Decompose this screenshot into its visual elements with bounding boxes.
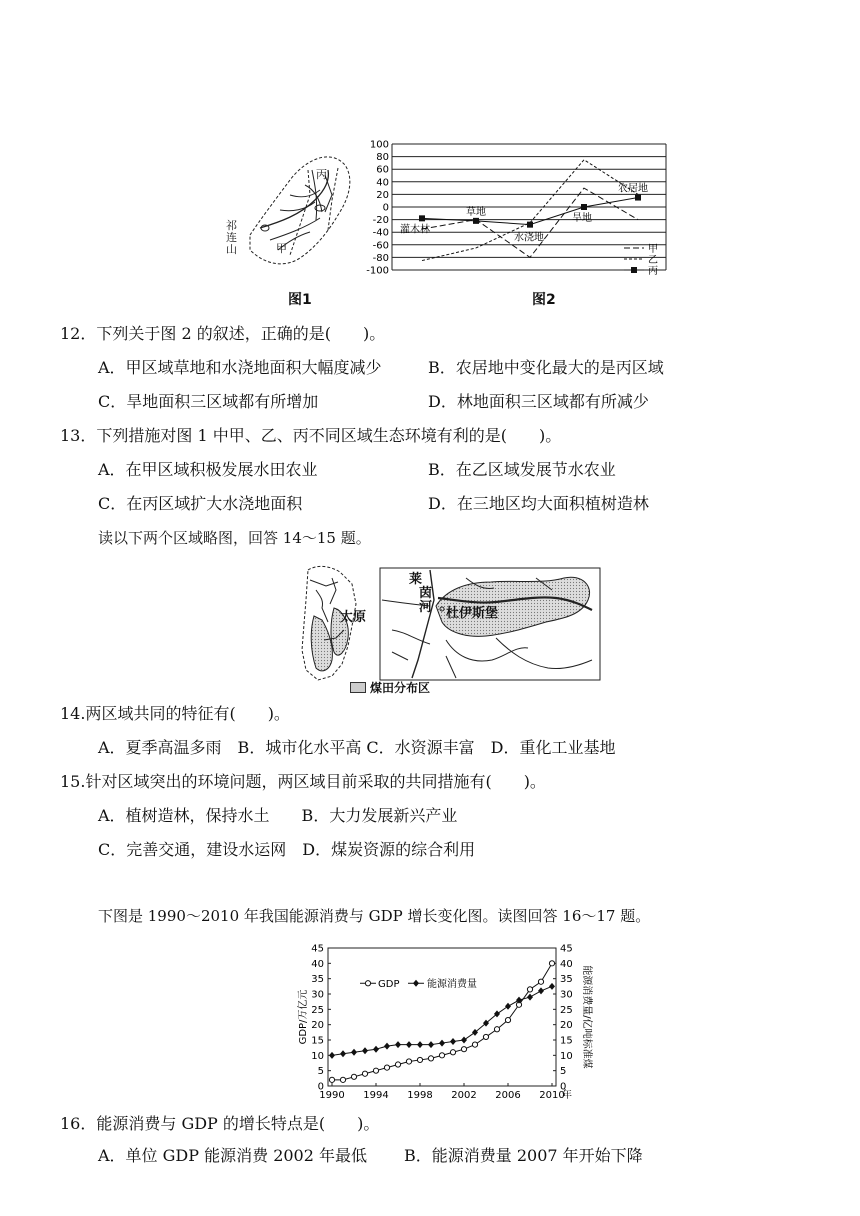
q13-option-d[interactable]: D．在三地区均大面积植树造林: [428, 494, 649, 513]
y-tick-label-left: 10: [311, 1050, 324, 1062]
map-label-he: 河: [419, 600, 433, 615]
q16-option-a[interactable]: A．单位 GDP 能源消费 2002 年最低: [98, 1146, 367, 1165]
energy-point: [406, 1041, 412, 1048]
figure-2-caption: 图2: [532, 292, 556, 308]
legend-label: 甲: [648, 244, 658, 255]
q16-option-b[interactable]: B．能源消费量 2007 年开始下降: [404, 1146, 643, 1165]
y-tick-label-right: 20: [560, 1020, 573, 1032]
q13-stem: 13．下列措施对图 1 中甲、乙、丙不同区域生态环境有利的是( )。: [60, 426, 562, 445]
energy-point: [450, 1038, 456, 1045]
y-tick-label-left: 15: [311, 1035, 324, 1047]
energy-point: [538, 987, 544, 994]
map-label-lai: 莱: [409, 572, 423, 587]
y-tick-label: 60: [376, 164, 389, 176]
y-tick-label: -40: [372, 227, 389, 239]
q15-options-cd[interactable]: C．完善交通，建设水运网 D．煤炭资源的综合利用: [98, 840, 476, 859]
energy-point: [494, 1010, 500, 1017]
energy-point: [505, 1003, 511, 1010]
gdp-point: [494, 1027, 499, 1032]
y-tick-label-left: 40: [311, 958, 324, 970]
gdp-point: [439, 1053, 444, 1058]
y-tick-label-left: 45: [311, 943, 324, 955]
q12-option-a[interactable]: A．甲区域草地和水浇地面积大幅度减少: [98, 358, 382, 377]
map-label-huang: 茵: [419, 586, 433, 601]
q13-option-a[interactable]: A．在甲区域积极发展水田农业: [98, 460, 318, 479]
gdp-point: [483, 1034, 488, 1039]
energy-point: [362, 1047, 368, 1054]
q12-option-b[interactable]: B．农居地中变化最大的是丙区域: [428, 358, 664, 377]
gdp-point: [549, 961, 554, 966]
gdp-point: [384, 1065, 389, 1070]
figure-1-caption: 图1: [288, 292, 312, 308]
legend-label: 煤田分布区: [370, 681, 431, 695]
y-tick-label: -80: [372, 252, 389, 264]
intro-14-15: 读以下两个区域略图，回答 14～15 题。: [98, 529, 371, 547]
energy-point: [439, 1040, 445, 1047]
x-tick-label: 2002: [451, 1090, 477, 1100]
energy-point: [395, 1041, 401, 1048]
y-tick-label-right: 40: [560, 958, 573, 970]
y-tick-label-right: 30: [560, 989, 573, 1001]
energy-point: [483, 1020, 489, 1027]
gdp-point: [505, 1017, 510, 1022]
qilian-label: [226, 220, 238, 256]
x-unit-label: 年: [562, 1090, 572, 1100]
gdp-point: [417, 1057, 422, 1062]
data-point: [419, 215, 425, 221]
q16-stem: 16．能源消费与 GDP 的增长特点是( )。: [60, 1114, 380, 1133]
y-tick-label: 80: [376, 152, 389, 164]
gdp-point: [428, 1056, 433, 1061]
energy-point: [351, 1049, 357, 1056]
y-tick-label-right: 0: [560, 1081, 567, 1093]
data-point: [473, 218, 479, 224]
y-tick-label: -100: [366, 265, 389, 277]
q12-option-c[interactable]: C．旱地面积三区域都有所增加: [98, 392, 319, 411]
qilian-char-1: 祁: [226, 219, 237, 232]
q12-stem: 12．下列关于图 2 的叙述，正确的是( )。: [60, 324, 386, 343]
gdp-point: [461, 1047, 466, 1052]
x-tick-label: 1994: [363, 1090, 389, 1100]
energy-point: [384, 1043, 390, 1050]
y-axis-title-right: 能源消费量/亿吨标准煤: [581, 965, 592, 1069]
energy-point: [329, 1052, 335, 1059]
gdp-point: [472, 1042, 477, 1047]
y-tick-label: 0: [382, 202, 389, 214]
legend-swatch: [350, 682, 366, 693]
q15-options-ab[interactable]: A．植树造林，保持水土 B．大力发展新兴产业: [98, 806, 458, 825]
energy-point: [472, 1029, 478, 1036]
gdp-point: [351, 1074, 356, 1079]
energy-point: [549, 983, 555, 990]
y-tick-label-right: 35: [560, 974, 573, 986]
y-axis-title-left: GDP/万亿元: [298, 989, 309, 1045]
region-label-jia: 甲: [276, 242, 287, 255]
energy-point: [428, 1041, 434, 1048]
q14-options[interactable]: A．夏季高温多雨 B．城市化水平高 C．水资源丰富 D．重化工业基地: [98, 738, 616, 757]
y-tick-label-right: 45: [560, 943, 573, 955]
x-tick-label: 2006: [495, 1090, 521, 1100]
category-label: 灌木林: [400, 224, 430, 236]
energy-point: [527, 994, 533, 1001]
q12-option-d[interactable]: D．林地面积三区域都有所减少: [428, 392, 649, 411]
data-point: [581, 204, 587, 210]
map-label-taiyuan: 太原: [340, 610, 367, 625]
energy-point: [461, 1037, 467, 1044]
gdp-point: [538, 979, 543, 984]
y-tick-label-right: 15: [560, 1035, 573, 1047]
y-tick-label-right: 25: [560, 1004, 573, 1016]
data-point: [527, 222, 533, 228]
category-label: 草地: [466, 206, 486, 218]
energy-point: [340, 1050, 346, 1057]
intro-16-17: 下图是 1990～2010 年我国能源消费与 GDP 增长变化图。读图回答 16～17 题。: [98, 907, 651, 925]
y-tick-label-left: 0: [317, 1081, 324, 1093]
legend-marker: [631, 267, 637, 273]
gdp-point: [362, 1071, 367, 1076]
qilian-char-3: 山: [226, 243, 237, 256]
series-line: [422, 160, 638, 261]
x-tick-label: 2010: [539, 1090, 565, 1100]
gdp-point: [395, 1062, 400, 1067]
figure-2-chart: [360, 138, 680, 283]
y-tick-label: 100: [369, 139, 389, 151]
map-label-duisburg: 杜伊斯堡: [446, 606, 499, 621]
region-label-bing: 丙: [316, 168, 327, 181]
y-tick-label-right: 5: [560, 1066, 567, 1078]
plot-frame: [328, 948, 556, 1086]
legend-label: GDP: [378, 978, 400, 990]
y-tick-label-right: 10: [560, 1050, 573, 1062]
energy-point: [417, 1041, 423, 1048]
legend-marker: [413, 980, 419, 987]
legend-label: 乙: [648, 255, 658, 266]
data-point: [635, 195, 641, 201]
y-tick-label-left: 25: [311, 1004, 324, 1016]
x-tick-label: 1990: [319, 1090, 345, 1100]
y-tick-label-left: 35: [311, 974, 324, 986]
y-tick-label-left: 30: [311, 989, 324, 1001]
qilian-char-2: 连: [226, 231, 237, 244]
category-label: 农居地: [618, 183, 648, 195]
q13-option-b[interactable]: B．在乙区域发展节水农业: [428, 460, 616, 479]
q13-option-c[interactable]: C．在丙区域扩大水浇地面积: [98, 494, 303, 513]
gdp-point: [450, 1050, 455, 1055]
y-tick-label: 20: [376, 189, 389, 201]
legend-label: 能源消费量: [427, 978, 477, 990]
y-tick-label: 40: [376, 177, 389, 189]
category-label: 水浇地: [514, 232, 544, 244]
gdp-point: [406, 1059, 411, 1064]
series-line: [422, 198, 638, 225]
gdp-point: [527, 987, 532, 992]
gdp-point: [340, 1077, 345, 1082]
q15-stem: 15.针对区域突出的环境问题，两区域目前采取的共同措施有( )。: [60, 772, 546, 791]
q14-stem: 14.两区域共同的特征有( )。: [60, 704, 290, 723]
y-tick-label-left: 20: [311, 1020, 324, 1032]
x-tick-label: 1998: [407, 1090, 433, 1100]
category-label: 旱地: [572, 213, 592, 224]
figure-3-chart: [294, 938, 594, 1100]
gdp-point: [373, 1068, 378, 1073]
legend-label: 丙: [648, 266, 658, 277]
legend-marker: [365, 981, 370, 986]
figure-1-map: [220, 140, 360, 280]
gdp-point: [329, 1077, 334, 1082]
y-tick-label-left: 5: [317, 1066, 324, 1078]
y-tick-label: -20: [372, 215, 389, 227]
energy-point: [373, 1046, 379, 1053]
map-legend: [350, 679, 430, 696]
y-tick-label: -60: [372, 240, 389, 252]
